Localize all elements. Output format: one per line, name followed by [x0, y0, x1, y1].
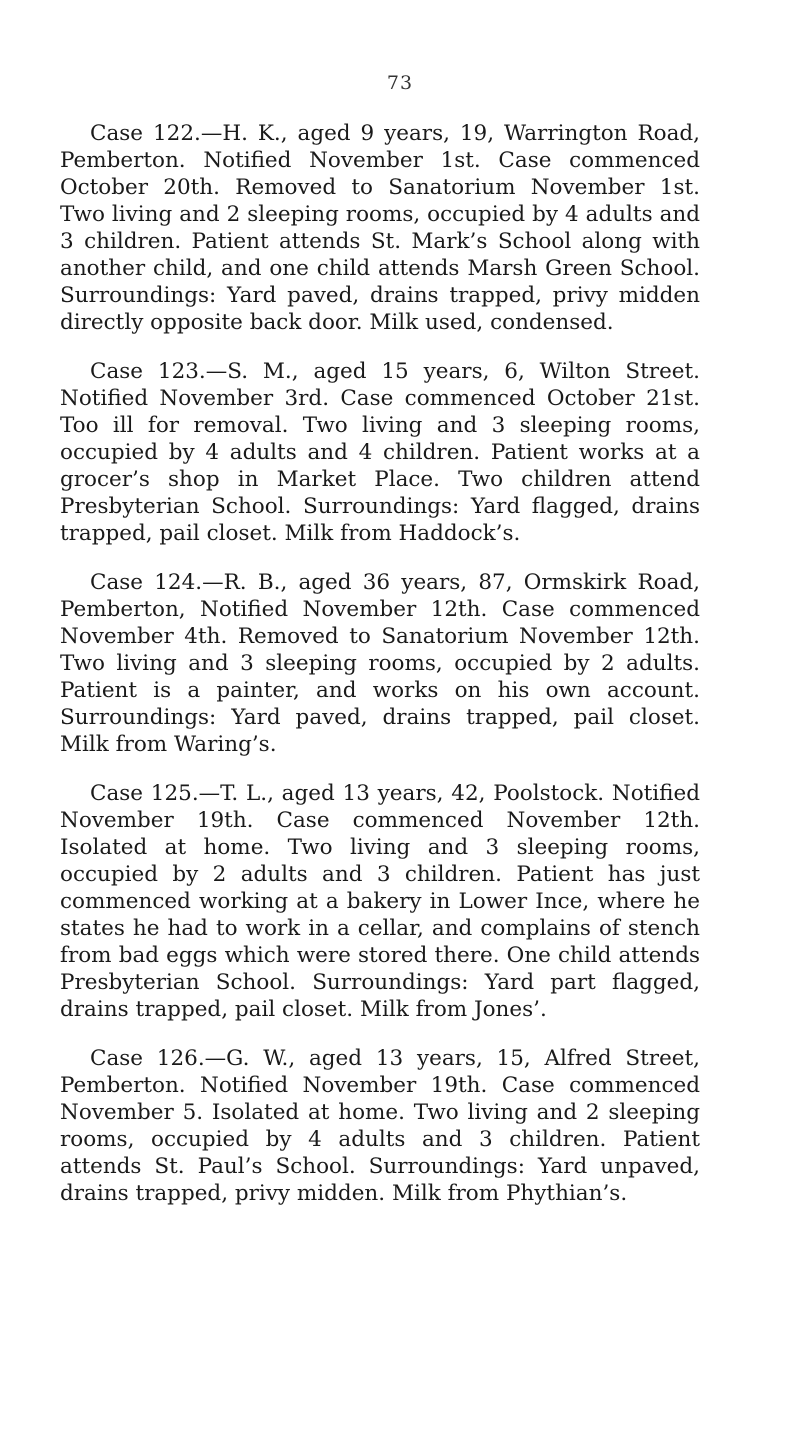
case-122-paragraph: Case 122.—H. K., aged 9 years, 19, Warrington Road, Pemberton. Notified November 1st. Case commenced October 20th. Removed to Sanatorium November 1st. Two living and 2 sleeping rooms, occupied by 4 adults and 3 children. Patient attends St. Mark’s School along with another child, and one child attends Marsh Green School. Surroundings: Yard paved, drains trapped, privy midden directly opposite back door. Milk used, condensed.: [60, 121, 700, 335]
case-125-paragraph: Case 125.—T. L., aged 13 years, 42, Poolstock. Notified November 19th. Case commenced November 12th. Isolated at home. Two living and 3 sleeping rooms, occupied by 2 adults and 3 children. Patient has just commenced working at a bakery in Lower Ince, where he states he had to work in a cellar, and complains of stench from bad eggs which were stored there. One child attends Presbyterian School. Surroundings: Yard part flagged, drains trapped, pail closet. Milk from Jones’.: [60, 781, 700, 1022]
case-list: [60, 120, 700, 1229]
page-number: 73: [386, 72, 414, 94]
case-124-paragraph: Case 124.—R. B., aged 36 years, 87, Ormskirk Road, Pemberton, Notified November 12th. Case commenced November 4th. Removed to Sanatorium November 12th. Two living and 3 sleeping rooms, occupied by 2 adults. Patient is a painter, and works on his own account. Surroundings: Yard paved, drains trapped, pail closet. Milk from Waring’s.: [60, 570, 700, 757]
case-126-paragraph: Case 126.—G. W., aged 13 years, 15, Alfred Street, Pemberton. Notified November 19th. Case commenced November 5. Isolated at home. Two living and 2 sleeping rooms, occupied by 4 adults and 3 children. Patient attends St. Paul’s School. Surroundings: Yard unpaved, drains trapped, privy midden. Milk from Phythian’s.: [60, 1046, 700, 1206]
case-123-paragraph: Case 123.—S. M., aged 15 years, 6, Wilton Street. Notified November 3rd. Case commenced October 21st. Too ill for removal. Two living and 3 sleeping rooms, occupied by 4 adults and 4 children. Patient works at a grocer’s shop in Market Place. Two children attend Presbyterian School. Surroundings: Yard flagged, drains trapped, pail closet. Milk from Haddock’s.: [60, 359, 700, 546]
